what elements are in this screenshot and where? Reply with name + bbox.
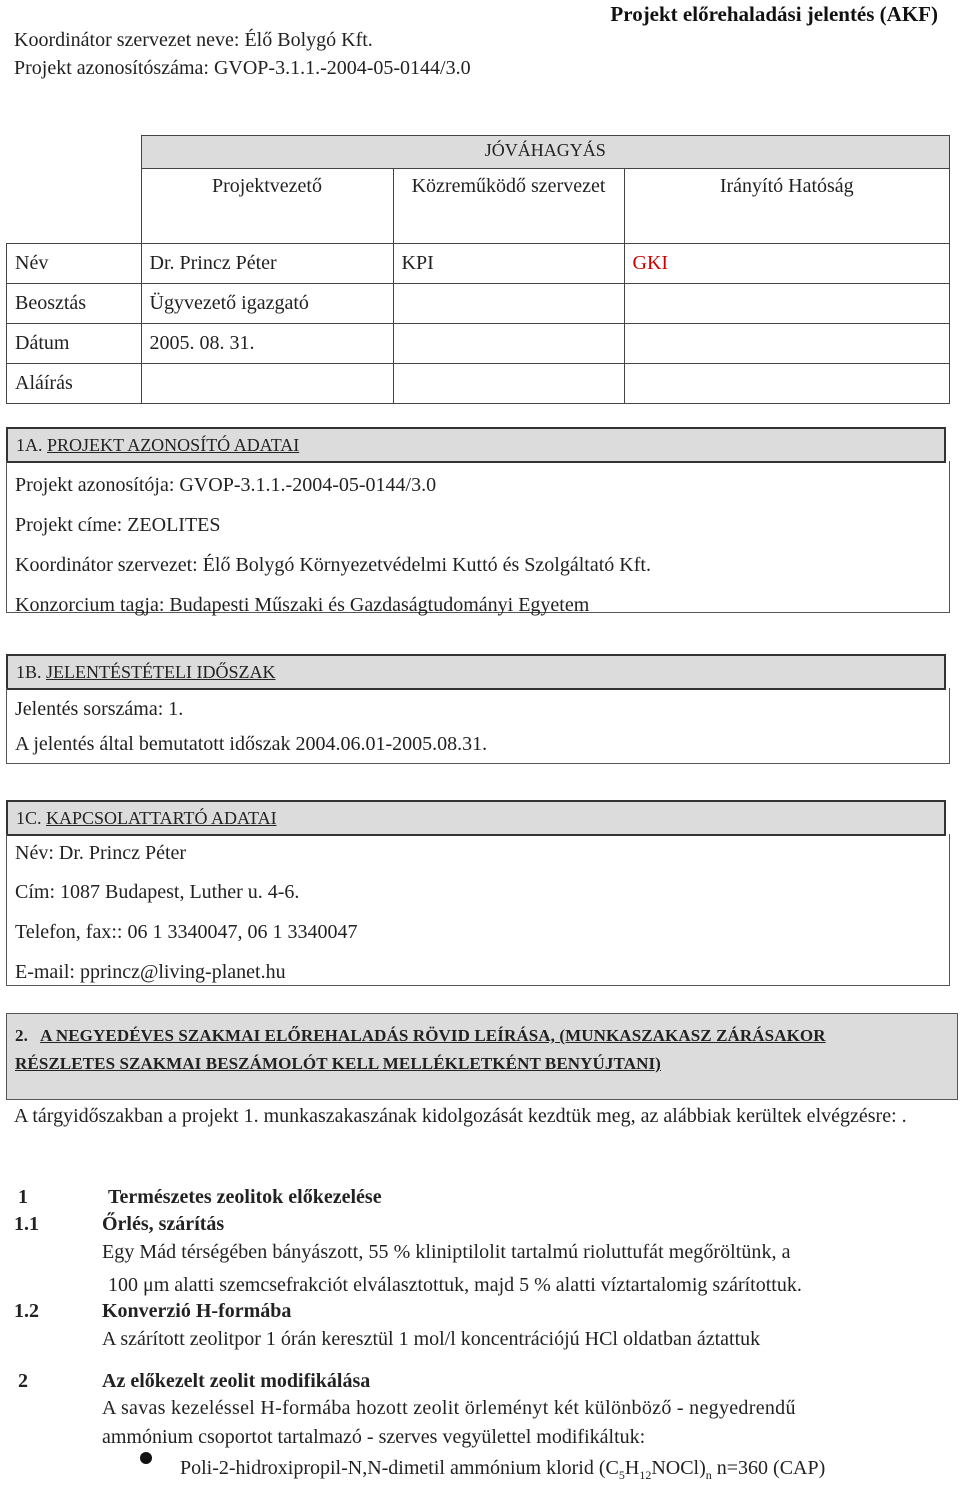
- report-number: Jelentés sorszáma: 1.: [15, 698, 184, 720]
- row-label-date: Dátum: [7, 324, 142, 364]
- bullet-item-1: Poli-2-hidroxipropil-N,N-dimetil ammónium klorid $(C_5H_{12}NOCl)_n$ n=360 (CAP): [180, 1457, 826, 1482]
- col-intermediary: Közreműködő szervezet: [393, 169, 624, 244]
- consortium-member: Konzorcium tagja: Budapesti Műszaki és Gazdaságtudományi Egyetem: [15, 594, 590, 616]
- heading-1-text: Természetes zeolitok előkezelése: [108, 1186, 382, 1208]
- row-label-position: Beosztás: [7, 284, 142, 324]
- heading-1-1-text: Őrlés, szárítás: [102, 1213, 225, 1235]
- section-2-header: [6, 1013, 958, 1100]
- authority-name: GKI: [624, 244, 950, 284]
- heading-2-number: 2: [18, 1370, 28, 1392]
- lead-signature: [141, 364, 393, 404]
- section-1b-number: 1B.: [16, 662, 42, 682]
- heading-2-text: Az előkezelt zeolit modifikálása: [102, 1370, 371, 1392]
- section-1b-title: JELENTÉSTÉTELI IDŐSZAK: [46, 662, 276, 682]
- contact-address: Cím: 1087 Budapest, Luther u. 4-6.: [15, 881, 300, 903]
- section-1b-body: [6, 688, 950, 764]
- report-period: A jelentés által bemutatott időszak 2004.06.01-2005.08.31.: [15, 733, 488, 755]
- section-1b-header: [6, 654, 946, 688]
- paragraph-1-1-line1: Egy Mád térségében bányászott, 55 % kliniptilolit tartalmú rioluttufát megőröltünk, a: [102, 1241, 791, 1263]
- project-name: Projekt címe: ZEOLITES: [15, 514, 221, 536]
- section-2-number: 2.: [15, 1026, 28, 1045]
- section-1c-title: KAPCSOLATTARTÓ ADATAI: [46, 808, 277, 828]
- section-1a-title: PROJEKT AZONOSÍTÓ ADATAI: [47, 435, 300, 455]
- approval-table: [6, 135, 950, 404]
- project-id: Projekt azonosítószáma: GVOP-3.1.1.-2004-05-0144/3.0: [14, 57, 471, 79]
- coordinator-name: Koordinátor szervezet neve: Élő Bolygó Kft.: [14, 29, 373, 51]
- coordinator-organization: Koordinátor szervezet: Élő Bolygó Környezetvédelmi Kuttó és Szolgáltató Kft.: [15, 554, 651, 576]
- lead-date: 2005. 08. 31.: [141, 324, 393, 364]
- contact-email: E-mail: pprincz@living-planet.hu: [15, 961, 286, 983]
- col-project-lead: Projektvezető: [141, 169, 393, 244]
- section-1a-body: [6, 461, 950, 616]
- heading-1-2-number: 1.2: [14, 1300, 39, 1322]
- section-1c-number: 1C.: [16, 808, 42, 828]
- document-header: [14, 26, 471, 82]
- project-identifier: Projekt azonosítója: GVOP-3.1.1.-2004-05-0144/3.0: [15, 474, 437, 496]
- intro-paragraph: A tárgyidőszakban a projekt 1. munkaszakaszának kidolgozását kezdtük meg, az alábbiak kerültek elvégzésre: .: [14, 1105, 907, 1127]
- section-1a-header: [6, 427, 946, 461]
- heading-1-1-number: 1.1: [14, 1213, 39, 1235]
- row-label-name: Név: [7, 244, 142, 284]
- section-1a-number: 1A.: [16, 435, 43, 455]
- approval-title: JÓVÁHAGYÁS: [484, 140, 606, 160]
- row-label-signature: Aláírás: [7, 364, 142, 404]
- contact-name: Név: Dr. Princz Péter: [15, 842, 187, 864]
- section-2-title-line1: A NEGYEDÉVES SZAKMAI ELŐREHALADÁS RÖVID LEÍRÁSA, (MUNKASZAKASZ ZÁRÁSAKOR: [40, 1026, 826, 1045]
- section-2-title-line2: RÉSZLETES SZAKMAI BESZÁMOLÓT KELL MELLÉKLETKÉNT BENYÚJTANI): [15, 1054, 661, 1073]
- paragraph-2-line2: ammónium csoportot tartalmazó - szerves vegyülettel modifikáltuk:: [102, 1426, 646, 1448]
- contact-phone: Telefon, fax:: 06 1 3340047, 06 1 3340047: [15, 921, 358, 943]
- lead-position: Ügyvezető igazgató: [141, 284, 393, 324]
- heading-1-number: 1: [18, 1186, 28, 1208]
- section-1c-header: [6, 800, 946, 834]
- col-authority: Irányító Hatóság: [624, 169, 950, 244]
- intermediary-name: KPI: [393, 244, 624, 284]
- report-title: Projekt előrehaladási jelentés (AKF): [610, 2, 938, 26]
- paragraph-1-2: A szárított zeolitpor 1 órán keresztül 1 mol/l koncentrációjú HCl oldatban áztattuk: [102, 1328, 761, 1350]
- bullet-dot: [140, 1452, 152, 1464]
- section-1c-body: [6, 834, 950, 986]
- heading-1-2-text: Konverzió H-formába: [102, 1300, 292, 1322]
- paragraph-1-1-line2: 100 μm alatti szemcsefrakciót elválasztottuk, majd 5 % alatti víztartalomig szárítottuk.: [108, 1274, 802, 1296]
- paragraph-2-line1: A savas kezeléssel H-formába hozott zeolit örleményt két különböző - negyedrendű: [102, 1397, 796, 1419]
- lead-name: Dr. Princz Péter: [141, 244, 393, 284]
